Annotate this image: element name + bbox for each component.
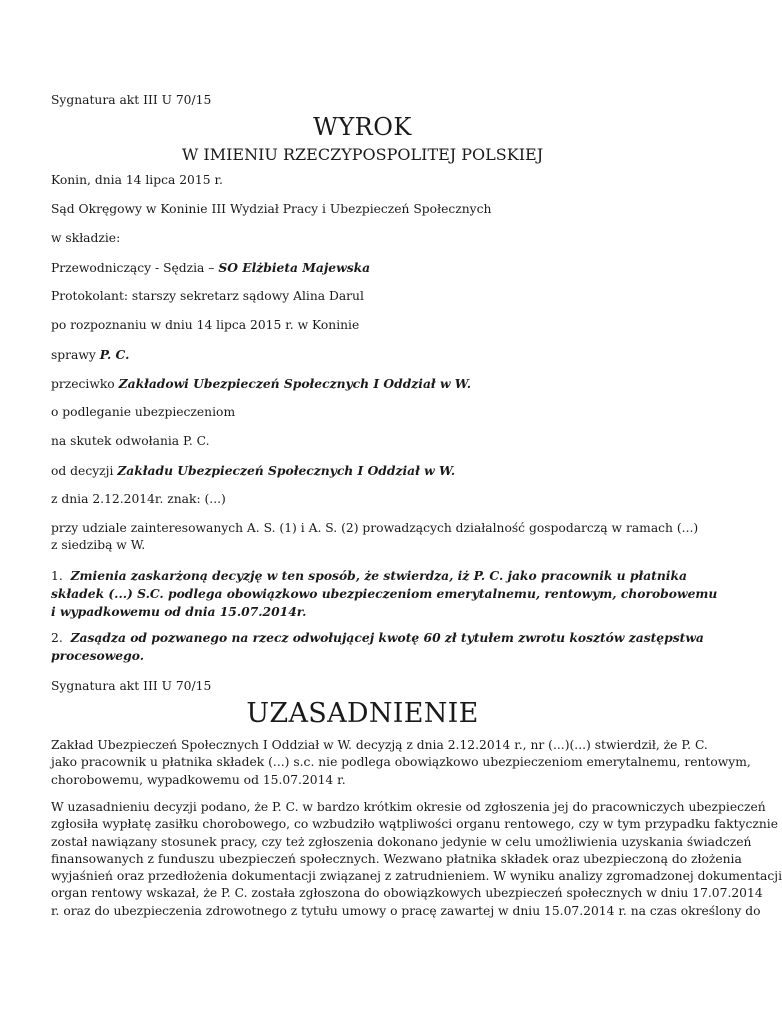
paragraph-line: zgłosiła wypłatę zasiłku chorobowego, co wzbudziło wątpliwości organu rentowego, czy w tym przypadku faktycznie xyxy=(51,817,778,832)
justification-signature: Sygnatura akt III U 70/15 xyxy=(51,679,212,693)
against-party-name: Zakładowi Ubezpieczeń Społecznych I Oddział w W. xyxy=(118,376,471,391)
ruling-text-line: Zmienia zaskarżoną decyzję w ten sposób, że stwierdza, iż P. C. jako pracownik u płatnika xyxy=(70,568,687,583)
judgment-date: Konin, dnia 14 lipca 2015 r. xyxy=(51,173,223,187)
ruling-text-line: składek (...) S.C. podlega obowiązkowo ubezpieczeniom emerytalnemu, rentowym, chorobowemu xyxy=(51,586,718,601)
case-label: sprawy xyxy=(51,348,100,362)
judgment-title: WYROK xyxy=(313,113,412,141)
paragraph-line: finansowanych z funduszu ubezpieczeń społecznych. Wezwano płatnika składek oraz ubezpieczoną do złożenia xyxy=(51,851,742,866)
participants-line-1: przy udziale zainteresowanych A. S. (1) i A. S. (2) prowadzących działalność gospodarczą w ramach (...) xyxy=(51,521,699,535)
decision-reference xyxy=(51,463,455,478)
ruling-text-line: procesowego. xyxy=(51,648,144,663)
paragraph-line: został nawiązany stosunek pracy, czy też zgłoszenia dokonano jedynie w celu umożliwienia uzyskania świadczeń xyxy=(51,834,752,849)
against-party xyxy=(51,376,471,391)
paragraph-line: jako pracownik u płatnika składek (...) s.c. nie podlega obowiązkowo ubezpieczeniom emerytalnemu, rentowym, xyxy=(51,755,751,770)
ruling-item-2 xyxy=(51,629,704,665)
court-name: Sąd Okręgowy w Koninie III Wydział Pracy i Ubezpieczeń Społecznych xyxy=(51,202,492,216)
justification-paragraph-2 xyxy=(51,799,782,920)
appeal-info: na skutek odwołania P. C. xyxy=(51,434,210,448)
paragraph-line: W uzasadnieniu decyzji podano, że P. C. w bardzo krótkim okresie od zgłoszenia jej do pracowniczych ubezpieczeń xyxy=(51,800,766,814)
justification-paragraph-1 xyxy=(51,737,751,789)
presiding-judge xyxy=(51,260,370,275)
ruling-item-1 xyxy=(51,567,718,621)
paragraph-line: Zakład Ubezpieczeń Społecznych I Oddział w W. decyzją z dnia 2.12.2014 r., nr (...)(...) stwierdził, że P. C. xyxy=(51,738,708,752)
case-subject: o podleganie ubezpieczeniom xyxy=(51,405,236,419)
ruling-number: 2. xyxy=(51,631,63,645)
against-label: przeciwko xyxy=(51,377,119,391)
composition-label: w składzie: xyxy=(51,231,121,245)
hearing-info: po rozpoznaniu w dniu 14 lipca 2015 r. w Koninie xyxy=(51,318,360,332)
paragraph-line: organ rentowy wskazał, że P. C. została zgłoszona do obowiązkowych ubezpieczeń społecznych w dniu 17.07.2014 xyxy=(51,886,763,901)
ruling-text-line: i wypadkowemu od dnia 15.07.2014r. xyxy=(51,604,307,619)
paragraph-line: wyjaśnień oraz przedłożenia dokumentacji związanej z zatrudnieniem. W wyniku analizy zgromadzonej dokumentacji xyxy=(51,869,782,884)
ruling-number: 1. xyxy=(51,569,63,583)
paragraph-line: chorobowemu, wypadkowemu od 15.07.2014 r. xyxy=(51,772,346,787)
justification-title: UZASADNIENIE xyxy=(246,698,479,729)
decision-party-name: Zakładu Ubezpieczeń Społecznych I Oddział w W. xyxy=(117,463,456,478)
presiding-label: Przewodniczący - Sędzia – xyxy=(51,261,219,275)
participants-line-2: z siedzibą w W. xyxy=(51,538,146,552)
presiding-name: SO Elżbieta Majewska xyxy=(218,260,371,275)
case-party xyxy=(51,347,129,362)
court-clerk: Protokolant: starszy sekretarz sądowy Alina Darul xyxy=(51,289,364,303)
decision-date: z dnia 2.12.2014r. znak: (...) xyxy=(51,492,226,506)
judgment-subtitle: W IMIENIU RZECZYPOSPOLITEJ POLSKIEJ xyxy=(181,145,544,164)
case-signature: Sygnatura akt III U 70/15 xyxy=(51,93,212,107)
ruling-text-line: Zasądza od pozwanego na rzecz odwołującej kwotę 60 zł tytułem zwrotu kosztów zastępstwa xyxy=(70,630,704,645)
decision-label: od decyzji xyxy=(51,464,118,478)
paragraph-line: r. oraz do ubezpieczenia zdrowotnego z tytułu umowy o pracę zawartej w dniu 15.07.2014 r. na czas określony do xyxy=(51,903,761,918)
case-party-name: P. C. xyxy=(99,347,130,362)
